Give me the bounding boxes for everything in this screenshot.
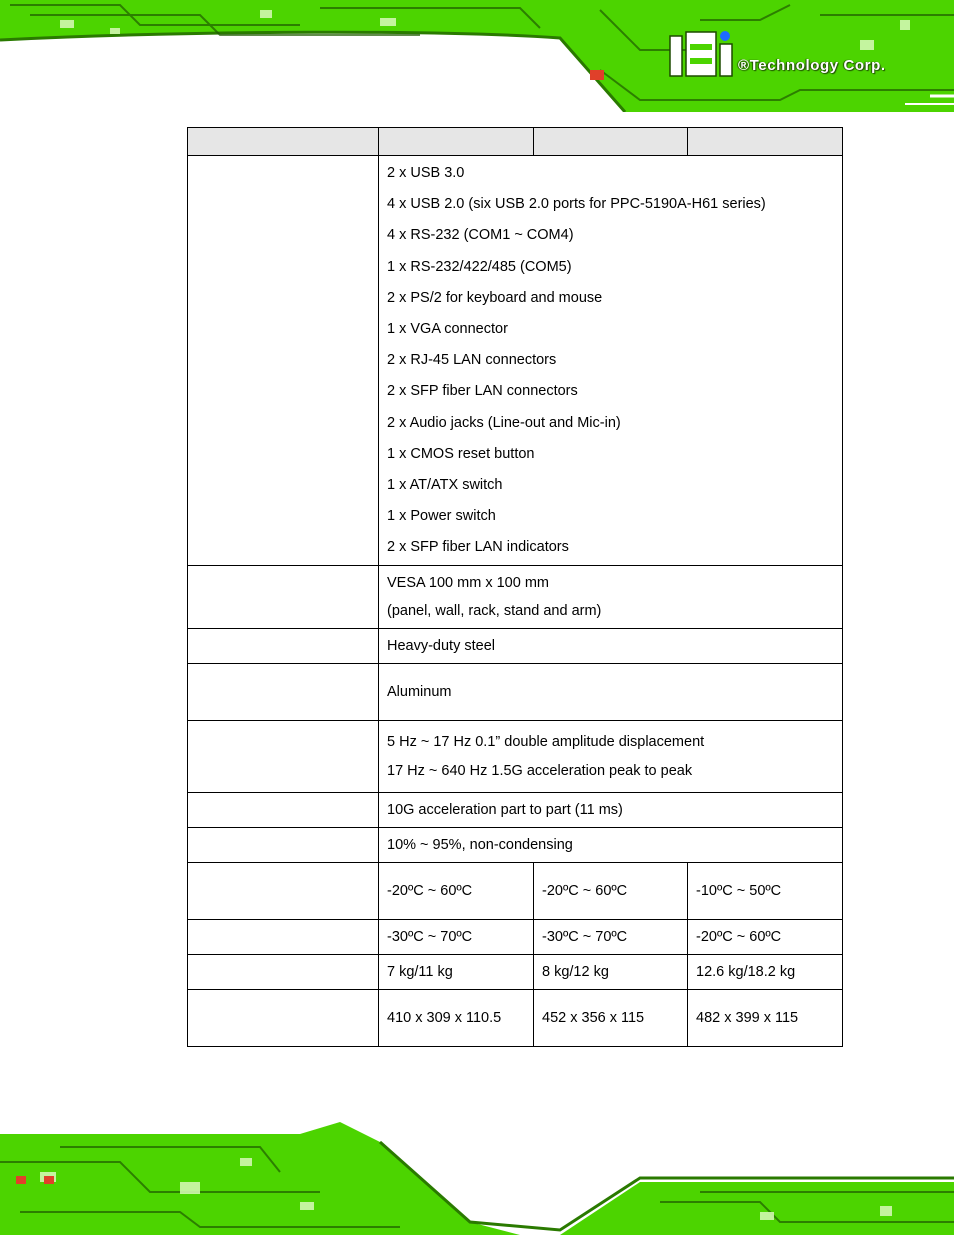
mounting-cell: VESA 100 mm x 100 mm (panel, wall, rack, stand and arm) (379, 566, 843, 629)
table-row (188, 920, 843, 955)
list-item: 2 x SFP fiber LAN connectors (387, 383, 578, 400)
list-item: 2 x PS/2 for keyboard and mouse (387, 289, 603, 306)
vibration-cell: 5 Hz ~ 17 Hz 0.1” double amplitude displacement 17 Hz ~ 640 Hz 1.5G acceleration peak to peak (379, 721, 843, 793)
table-header-row (188, 128, 843, 156)
header-cell (688, 128, 843, 156)
table-row (188, 793, 843, 828)
list-item: 1 x VGA connector (387, 320, 508, 337)
list-item: 4 x RS-232 (COM1 ~ COM4) (387, 227, 574, 244)
operating-temp-cell: -10ºC ~ 50ºC (688, 863, 843, 920)
list-item: 1 x Power switch (387, 508, 496, 525)
front-panel-cell: Aluminum (379, 664, 843, 721)
list-item: 4 x USB 2.0 (six USB 2.0 ports for PPC-5190A-H61 series) (387, 196, 766, 213)
humidity-cell: 10% ~ 95%, non-condensing (379, 828, 843, 863)
list-item: 2 x Audio jacks (Line-out and Mic-in) (387, 414, 621, 431)
io-ports-list (379, 156, 843, 566)
dimensions-cell: 482 x 399 x 115 (688, 990, 843, 1047)
header-cell (188, 128, 379, 156)
operating-temp-cell: -20ºC ~ 60ºC (534, 863, 688, 920)
table-row (188, 990, 843, 1047)
table-row (188, 955, 843, 990)
weight-cell: 7 kg/11 kg (379, 955, 534, 990)
shock-cell: 10G acceleration part to part (11 ms) (379, 793, 843, 828)
chassis-cell: Heavy-duty steel (379, 629, 843, 664)
header-cell (534, 128, 688, 156)
table-row (188, 629, 843, 664)
dimensions-cell: 410 x 309 x 110.5 (379, 990, 534, 1047)
weight-cell: 8 kg/12 kg (534, 955, 688, 990)
footer-banner (0, 1122, 954, 1235)
specifications-table (187, 127, 843, 1047)
table-row (188, 828, 843, 863)
table-row (188, 863, 843, 920)
storage-temp-cell: -30ºC ~ 70ºC (379, 920, 534, 955)
dimensions-cell: 452 x 356 x 115 (534, 990, 688, 1047)
iei-logo-icon (666, 30, 946, 82)
list-item: 1 x AT/ATX switch (387, 476, 503, 493)
list-item: 1 x CMOS reset button (387, 445, 535, 462)
operating-temp-cell: -20ºC ~ 60ºC (379, 863, 534, 920)
table-row (188, 721, 843, 793)
list-item: 2 x USB 3.0 (387, 165, 465, 181)
header-cell (379, 128, 534, 156)
table-row (188, 156, 843, 566)
table-row (188, 664, 843, 721)
list-item: 2 x SFP fiber LAN indicators (387, 539, 569, 556)
list-item: 2 x RJ-45 LAN connectors (387, 352, 557, 369)
weight-cell: 12.6 kg/18.2 kg (688, 955, 843, 990)
table-row (188, 566, 843, 629)
storage-temp-cell: -20ºC ~ 60ºC (688, 920, 843, 955)
storage-temp-cell: -30ºC ~ 70ºC (534, 920, 688, 955)
company-name: ®Technology Corp. (738, 57, 886, 74)
list-item: 1 x RS-232/422/485 (COM5) (387, 258, 572, 275)
